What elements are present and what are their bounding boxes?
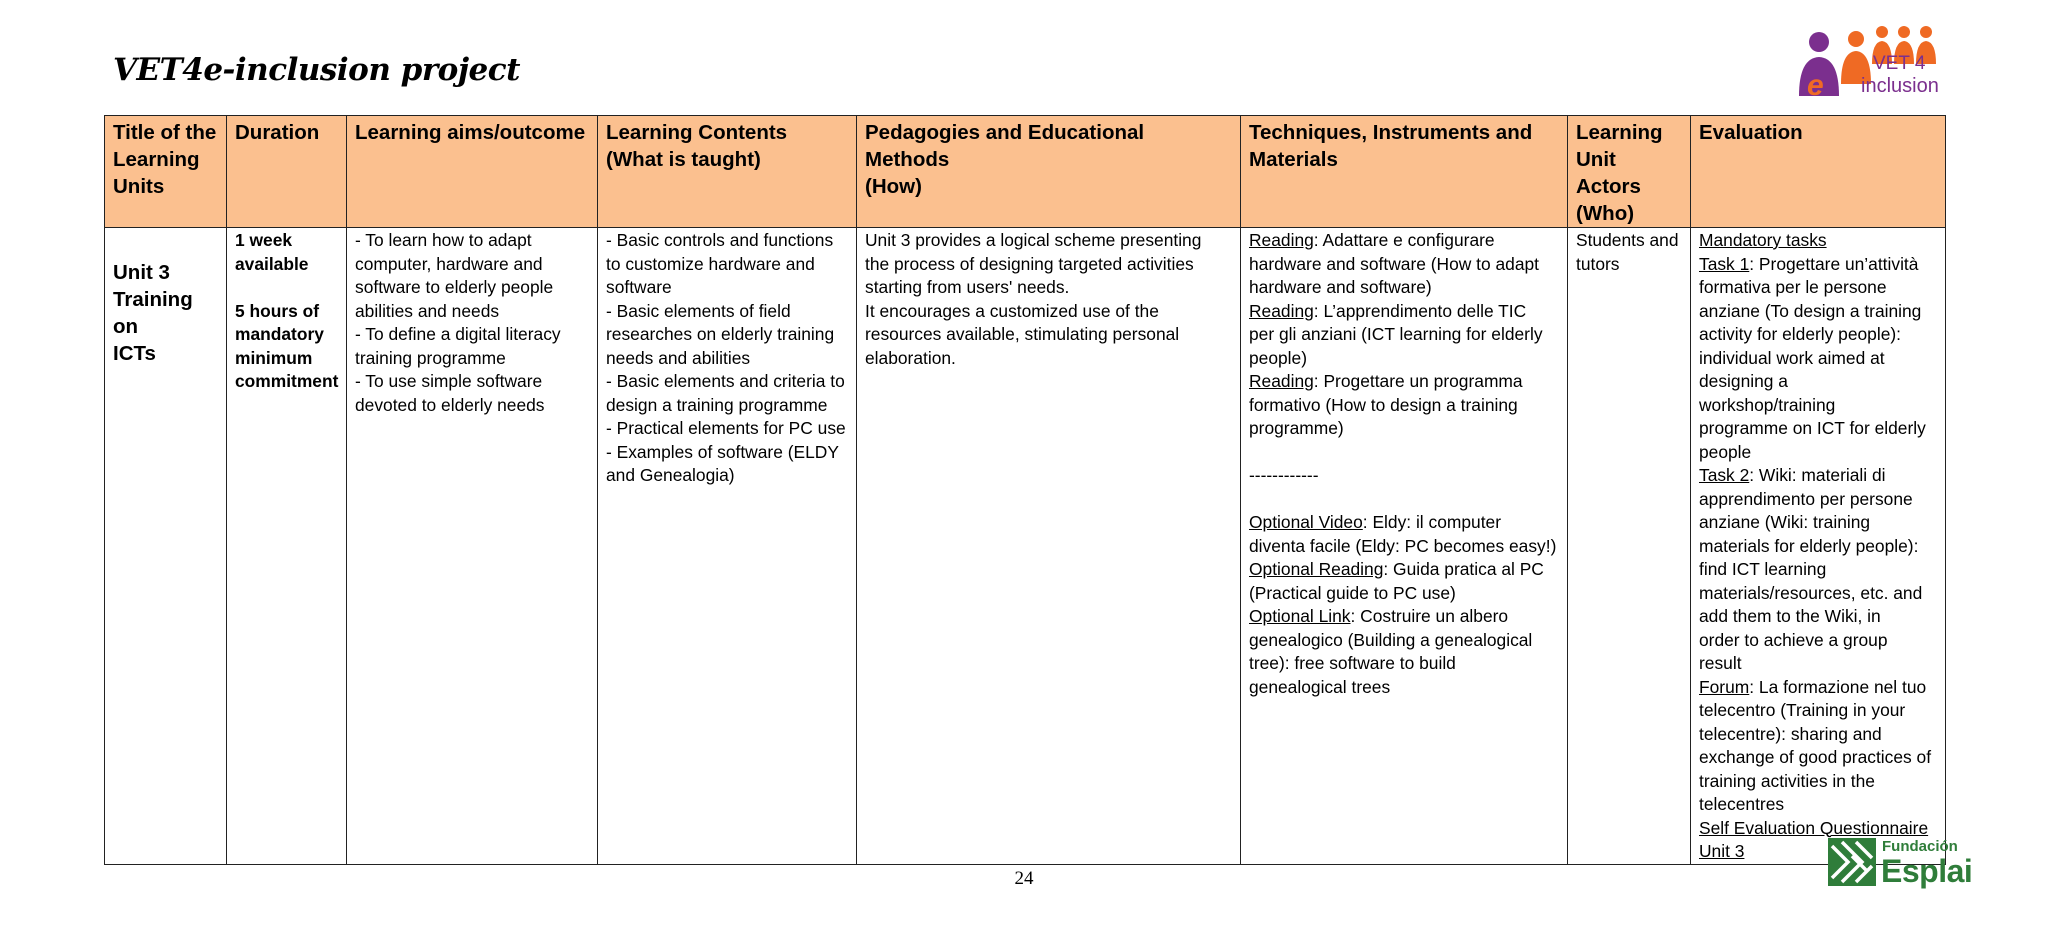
table-row: [105, 228, 1946, 865]
learning-units-table: [104, 115, 1946, 865]
esplai-name-text: Esplai: [1881, 853, 1973, 889]
duration-cell: 1 week available 5 hours of mandatory minimum commitment: [227, 228, 347, 865]
task-2-link[interactable]: Task 2: [1699, 465, 1750, 485]
logo-vet4-text: VET 4: [1873, 53, 1926, 74]
people-group-icon: [1795, 24, 1945, 96]
optional-video-link[interactable]: Optional Video: [1249, 512, 1363, 532]
header-learning-aims: Learning aims/outcome: [347, 116, 598, 228]
esplai-leaf-icon: [1828, 838, 1876, 886]
fundacion-esplai-logo: [1828, 836, 1973, 890]
vet4-einclusion-logo: [1795, 24, 1945, 96]
optional-reading-link[interactable]: Optional Reading: [1249, 559, 1384, 579]
table-header-row: [105, 116, 1946, 228]
header-evaluation: Evaluation: [1691, 116, 1946, 228]
evaluation-cell: Mandatory tasks Task 1: Progettare un’attività formativa per le persone anziane (To design a training activity for elderly people): individual work aimed at designing a workshop/training programme on ICT for elderly people Task 2: Wiki: materiali di apprendimento per persone anziane (Wiki: training materials for elderly people): find ICT learning materials/resources, etc. and add them to the Wiki, in order to achieve a group result Forum: La formazione nel tuo telecentro (Training in your telecentre): sharing and exchange of good practices of training activities in the telecentres Self Evaluation Questionnaire Unit 3: [1691, 228, 1946, 865]
reading-link-2[interactable]: Reading: [1249, 300, 1314, 321]
esplai-fundacion-text: Fundación: [1882, 838, 1958, 855]
actors-cell: Students and tutors: [1568, 228, 1691, 865]
pedagogies-cell: Unit 3 provides a logical scheme presenting the process of designing targeted activities starting from users' needs. It encourages a customized use of the resources available, stimulating personal elaboration.: [857, 228, 1241, 865]
learning-aims-cell: - To learn how to adapt computer, hardware and software to elderly people abilities and needs - To define a digital literacy training programme - To use simple software devoted to elderly needs: [347, 228, 598, 865]
document-title: VET4e-inclusion project: [113, 52, 520, 88]
self-evaluation-link-unit[interactable]: Unit 3: [1699, 841, 1745, 861]
forum-link[interactable]: Forum: [1699, 676, 1750, 697]
learning-contents-cell: - Basic controls and functions to customize hardware and software - Basic elements of field researches on elderly training needs and abilities - Basic elements and criteria to design a training programme - Practical elements for PC use - Examples of software (ELDY and Genealogia): [598, 228, 857, 865]
header-pedagogies: Pedagogies and Educational Methods (How): [857, 116, 1241, 228]
separator-line: ------------: [1249, 465, 1319, 485]
logo-e-letter: e: [1807, 69, 1824, 96]
mandatory-tasks-link[interactable]: Mandatory tasks: [1699, 230, 1827, 250]
header-learning-contents: Learning Contents (What is taught): [598, 116, 857, 228]
logo-inclusion-text: inclusion: [1861, 75, 1939, 96]
header-techniques: Techniques, Instruments and Materials: [1241, 116, 1568, 228]
techniques-cell: Reading: Adattare e configurare hardware and software (How to adapt hardware and software) Reading: L’apprendimento delle TIC per gli anziani (ICT learning for elderly people) Reading: Progettare un programma formativo (How to design a training programme) ------------ Optional Video: Eldy: il computer diventa facile (Eldy: PC becomes easy!) Optional Reading: Guida pratica al PC (Practical guide to PC use) Optional Link: Costruire un albero genealogico (Building a genealogical tree): free software to build genealogical trees: [1241, 228, 1568, 865]
reading-link-1[interactable]: Reading: [1249, 230, 1314, 250]
reading-link-3[interactable]: Reading: [1249, 371, 1314, 391]
page-number: 24: [1014, 868, 1034, 889]
optional-link[interactable]: Optional Link: [1249, 606, 1351, 626]
header-actors: Learning Unit Actors (Who): [1568, 116, 1691, 228]
task-1-link[interactable]: Task 1: [1699, 253, 1750, 274]
header-title-units: Title of the Learning Units: [105, 116, 227, 228]
self-evaluation-link[interactable]: Self Evaluation Questionnaire: [1699, 817, 1929, 838]
unit-title-cell: Unit 3 Training on ICTs: [105, 228, 227, 865]
header-duration: Duration: [227, 116, 347, 228]
